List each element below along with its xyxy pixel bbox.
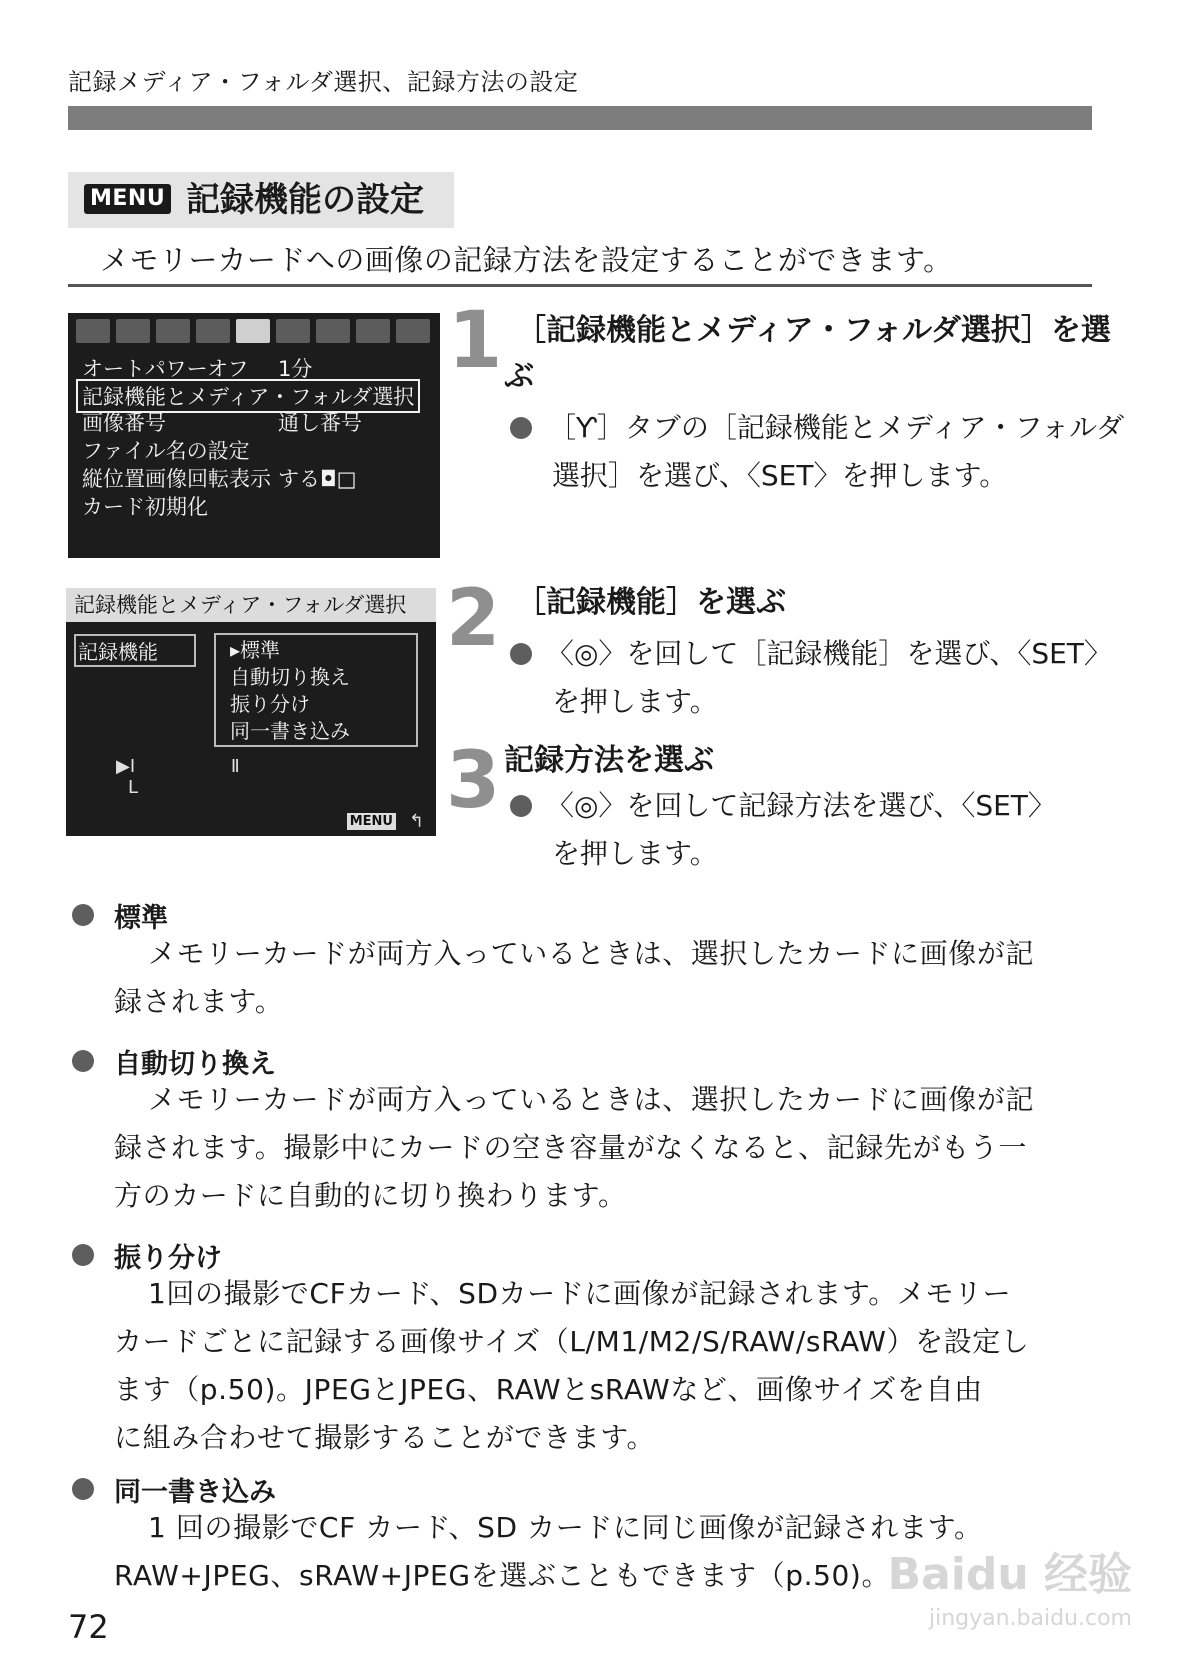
menu-tab-row (76, 319, 430, 343)
back-arrow-icon: ↰ (408, 811, 424, 832)
bullet-dot (72, 1050, 94, 1072)
screen-title: 記録機能とメディア・フォルダ選択 (66, 588, 436, 622)
item-title: 振り分け (114, 1243, 222, 1274)
bullet-dot (510, 643, 532, 665)
section-title: 記録機能の設定 (186, 180, 424, 220)
step-title: 記録方法を選ぶ (504, 743, 714, 778)
step-instruction-continued: を押します。 (552, 837, 718, 870)
setting-label: 記録機能 (74, 634, 196, 667)
step-title: ［記録機能とメディア・フォルダ選択］を選 (516, 313, 1111, 348)
step-instruction: ［Ƴ］タブの［記録機能とメディア・フォルダ (548, 411, 1125, 444)
item-title: 同一書き込み (114, 1477, 276, 1508)
menu-badge: MENU (84, 184, 171, 214)
menu-tab (156, 319, 190, 343)
watermark-url: jingyan.baidu.com (928, 1606, 1132, 1631)
item-text-line: に組み合わせて撮影することができます。 (114, 1421, 656, 1454)
option-item: 同一書き込み (230, 719, 350, 743)
menu-row: 縦位置画像回転表示 する◘□ (82, 467, 357, 491)
step-instruction-continued: 選択］を選び、〈SET〉を押します。 (552, 459, 1008, 492)
watermark-main: Baidu 经验 (887, 1549, 1132, 1600)
menu-button-icon: MENU (347, 813, 396, 830)
item-text-line: 録されます。撮影中にカードの空き容量がなくなると、記録先がもう一 (114, 1131, 1027, 1164)
menu-row: カード初期化 (82, 495, 208, 519)
bullet-dot (72, 1244, 94, 1266)
menu-tab (196, 319, 230, 343)
item-text-line: メモリーカードが両方入っているときは、選択したカードに画像が記 (148, 937, 1035, 970)
item-title: 標準 (114, 903, 168, 934)
card-slot-2: Ⅱ (230, 756, 240, 777)
item-text-line: 方のカードに自動的に切り換わります。 (114, 1179, 627, 1212)
intro-text: メモリーカードへの画像の記録方法を設定することができます。 (100, 243, 953, 277)
step-number: 2 (446, 574, 501, 664)
menu-tab-setup-selected (236, 319, 270, 343)
bullet-dot (72, 1478, 94, 1500)
menu-row-selected: 記録機能とメディア・フォルダ選択 (76, 379, 420, 413)
step-instruction-continued: を押します。 (552, 685, 718, 718)
step-title-continued: ぶ (504, 359, 534, 394)
item-title: 自動切り換え (114, 1049, 276, 1080)
step-instruction: 〈◎〉を回して記録方法を選び、〈SET〉 (546, 789, 1056, 822)
item-text-line: RAW+JPEG、sRAW+JPEGを選ぶこともできます（p.50)。 (114, 1559, 891, 1592)
card-slot-1: ▶Ⅰ (116, 756, 136, 777)
item-text-line: ます（p.50)。JPEGとJPEG、RAWとsRAWなど、画像サイズを自由 (114, 1373, 983, 1406)
image-size-indicator: L (128, 777, 139, 798)
item-text-line: カードごとに記録する画像サイズ（L/M1/M2/S/RAW/sRAW）を設定し (114, 1325, 1030, 1358)
step-number: 1 (448, 296, 503, 386)
header-rule (68, 106, 1092, 130)
step-number: 3 (446, 736, 501, 826)
option-item: 自動切り換え (230, 665, 350, 689)
item-text-line: メモリーカードが両方入っているときは、選択したカードに画像が記 (148, 1083, 1035, 1116)
card-slot-indicator (116, 756, 240, 798)
item-text-line: 1 回の撮影でCF カード、SD カードに同じ画像が記録されます。 (148, 1511, 983, 1544)
step-title: ［記録機能］を選ぶ (516, 585, 786, 620)
page-number: 72 (68, 1608, 109, 1646)
menu-row: 画像番号 通し番号 (82, 411, 362, 435)
menu-tab (116, 319, 150, 343)
menu-tab (396, 319, 430, 343)
option-item: 振り分け (230, 692, 310, 716)
bullet-dot (72, 904, 94, 926)
menu-tab (276, 319, 310, 343)
menu-row: ファイル名の設定 (82, 439, 250, 463)
step-instruction: 〈◎〉を回して［記録機能］を選び、〈SET〉 (546, 637, 1112, 670)
option-item-selected: ▸標準 (230, 638, 281, 662)
item-text-line: 1回の撮影でCFカード、SDカードに画像が記録されます。メモリー (148, 1277, 1012, 1310)
baidu-watermark (888, 1538, 1132, 1631)
intro-rule (68, 284, 1092, 287)
menu-tab (356, 319, 390, 343)
camera-screen-setup-menu (68, 313, 440, 558)
bullet-dot (510, 795, 532, 817)
menu-tab (76, 319, 110, 343)
item-text-line: 録されます。 (114, 985, 284, 1018)
bullet-dot (510, 417, 532, 439)
camera-screen-record-function (66, 588, 436, 836)
menu-tab (316, 319, 350, 343)
menu-row: オートパワーオフ 1分 (82, 357, 313, 381)
running-header: 記録メディア・フォルダ選択、記録方法の設定 (68, 68, 579, 96)
